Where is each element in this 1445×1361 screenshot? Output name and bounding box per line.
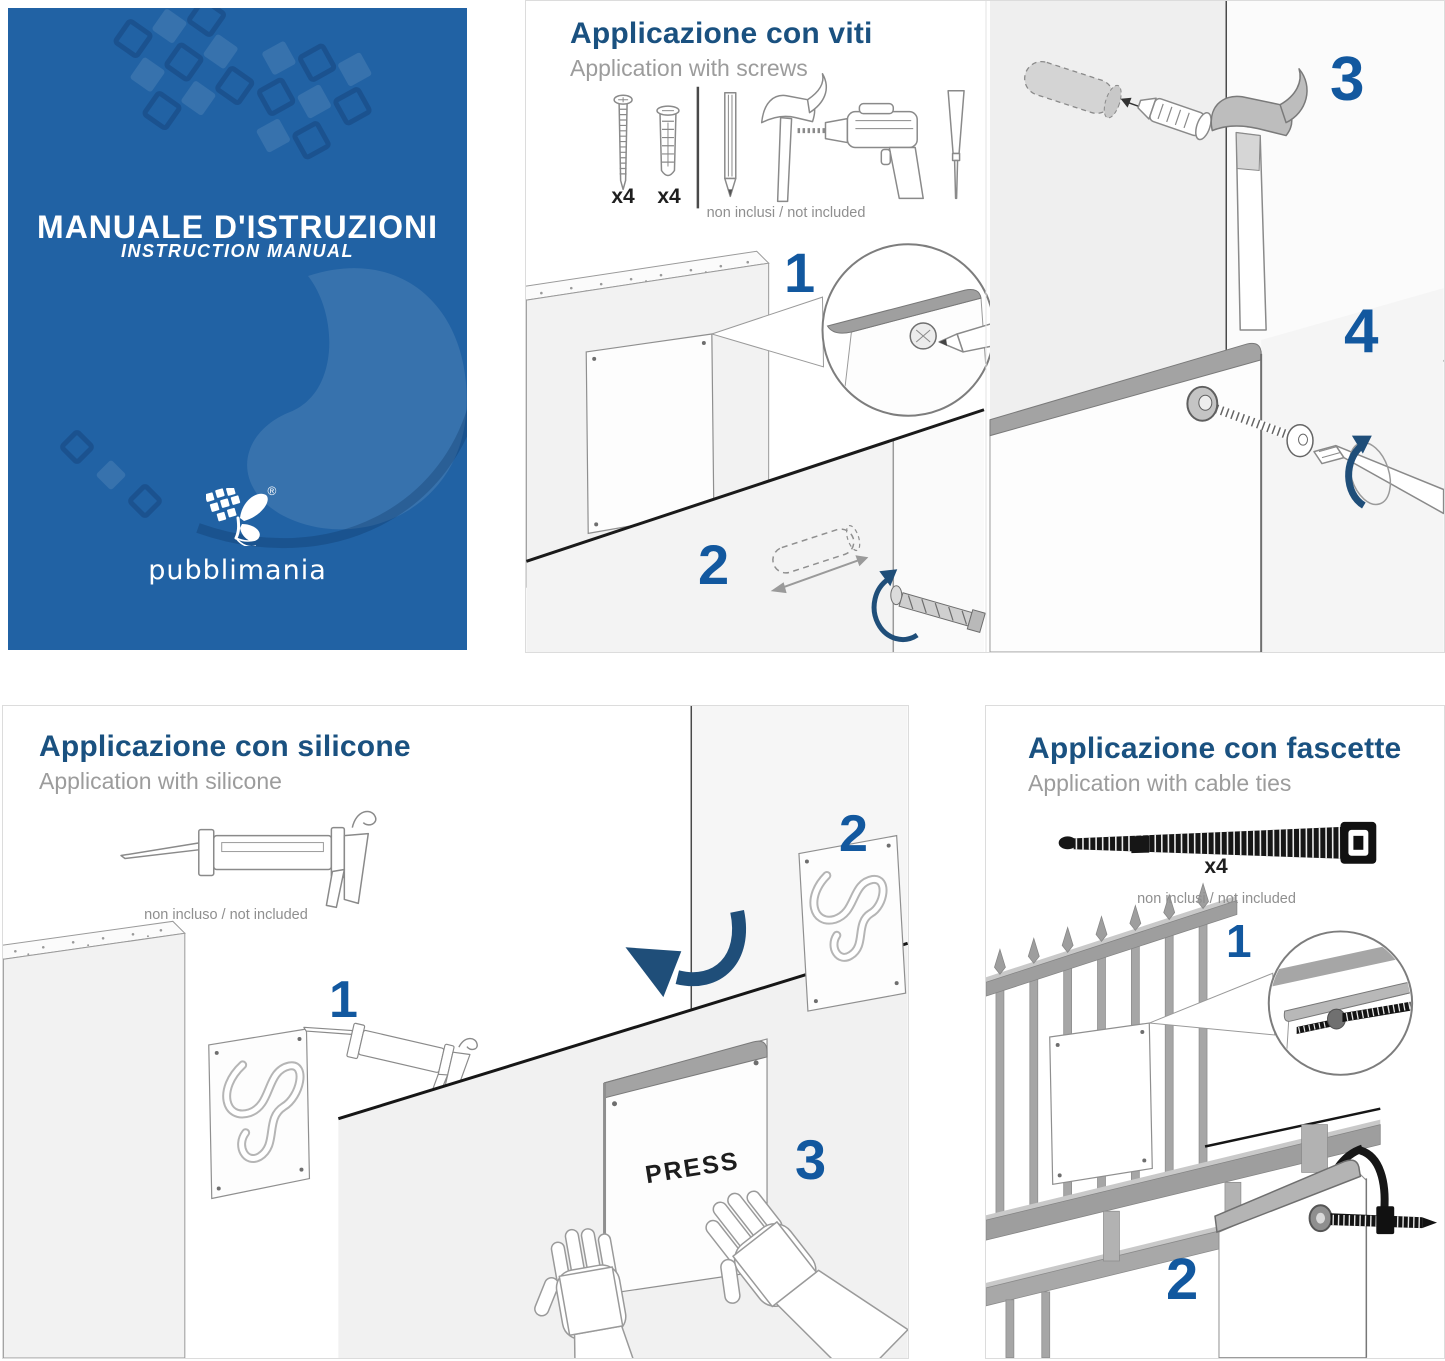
silicone-panel-header <box>39 730 411 795</box>
wall-anchor-icon <box>657 106 679 175</box>
cover-page <box>8 8 467 650</box>
screws-panel-illustration <box>526 1 1444 652</box>
step-number-1: 1 <box>1226 915 1252 967</box>
step-number-2: 2 <box>698 533 730 596</box>
cable-ties-panel-illustration <box>986 706 1444 1358</box>
screws-panel <box>525 0 1445 653</box>
step-number-3: 3 <box>795 1128 827 1191</box>
cable-ties-panel-subtitle: Application with cable ties <box>1028 769 1292 796</box>
step-number-4: 4 <box>1344 297 1379 366</box>
tie-magnifier <box>1149 931 1429 1084</box>
anchors-quantity-label: x4 <box>657 185 681 208</box>
cable-ties-not-included-label: non inclusi / not included <box>1137 891 1296 907</box>
tie-buckle <box>1376 1206 1394 1234</box>
step-number-1: 1 <box>784 241 816 304</box>
silicone-not-included-label: non incluso / not included <box>144 907 308 923</box>
cable-ties-panel-title: Applicazione con fascette <box>1028 732 1402 765</box>
silicone-panel-subtitle: Application with silicone <box>39 767 282 794</box>
screw-icon <box>614 95 632 189</box>
screws-panel-subtitle: Application with screws <box>570 54 808 81</box>
step-number-3: 3 <box>1330 45 1365 114</box>
fence-sign <box>1050 1023 1153 1184</box>
screws-panel-title: Applicazione con viti <box>570 17 873 50</box>
silicone-panel-title: Applicazione con silicone <box>39 730 411 763</box>
screws-panel-header <box>570 17 873 82</box>
step1-sign <box>586 334 714 533</box>
press-label: PRESS <box>643 1146 742 1190</box>
hammer-icon <box>762 74 827 202</box>
cable-ties-panel-header <box>1028 732 1401 797</box>
brand-name: pubblimania <box>148 555 327 586</box>
cable-ties-quantity-label: x4 <box>1204 855 1228 878</box>
step-number-2: 2 <box>839 805 868 863</box>
caulk-gun-icon <box>121 811 376 907</box>
silicone-panel-illustration <box>3 706 908 1358</box>
brand-logo <box>8 484 467 586</box>
silicone-panel <box>2 705 909 1359</box>
silicone-step1-sign <box>209 1029 310 1198</box>
registered-trademark-symbol: ® <box>267 484 277 498</box>
butterfly-logo-icon <box>206 488 270 546</box>
screws-not-included-label: non inclusi / not included <box>706 205 866 221</box>
step-number-2: 2 <box>1166 1247 1199 1312</box>
pencil-icon <box>725 93 736 197</box>
tie-closeup-sign <box>1215 1148 1437 1357</box>
cover-title: MANUALE D'ISTRUZIONI <box>37 209 438 246</box>
cable-ties-panel <box>985 705 1445 1359</box>
drill-icon <box>798 104 924 199</box>
silicone-step1-wall <box>3 921 185 1358</box>
step-number-1: 1 <box>329 971 358 1029</box>
screws-quantity-label: x4 <box>611 185 635 208</box>
screwdriver-icon <box>948 91 964 199</box>
cover-subtitle: INSTRUCTION MANUAL <box>121 241 354 261</box>
